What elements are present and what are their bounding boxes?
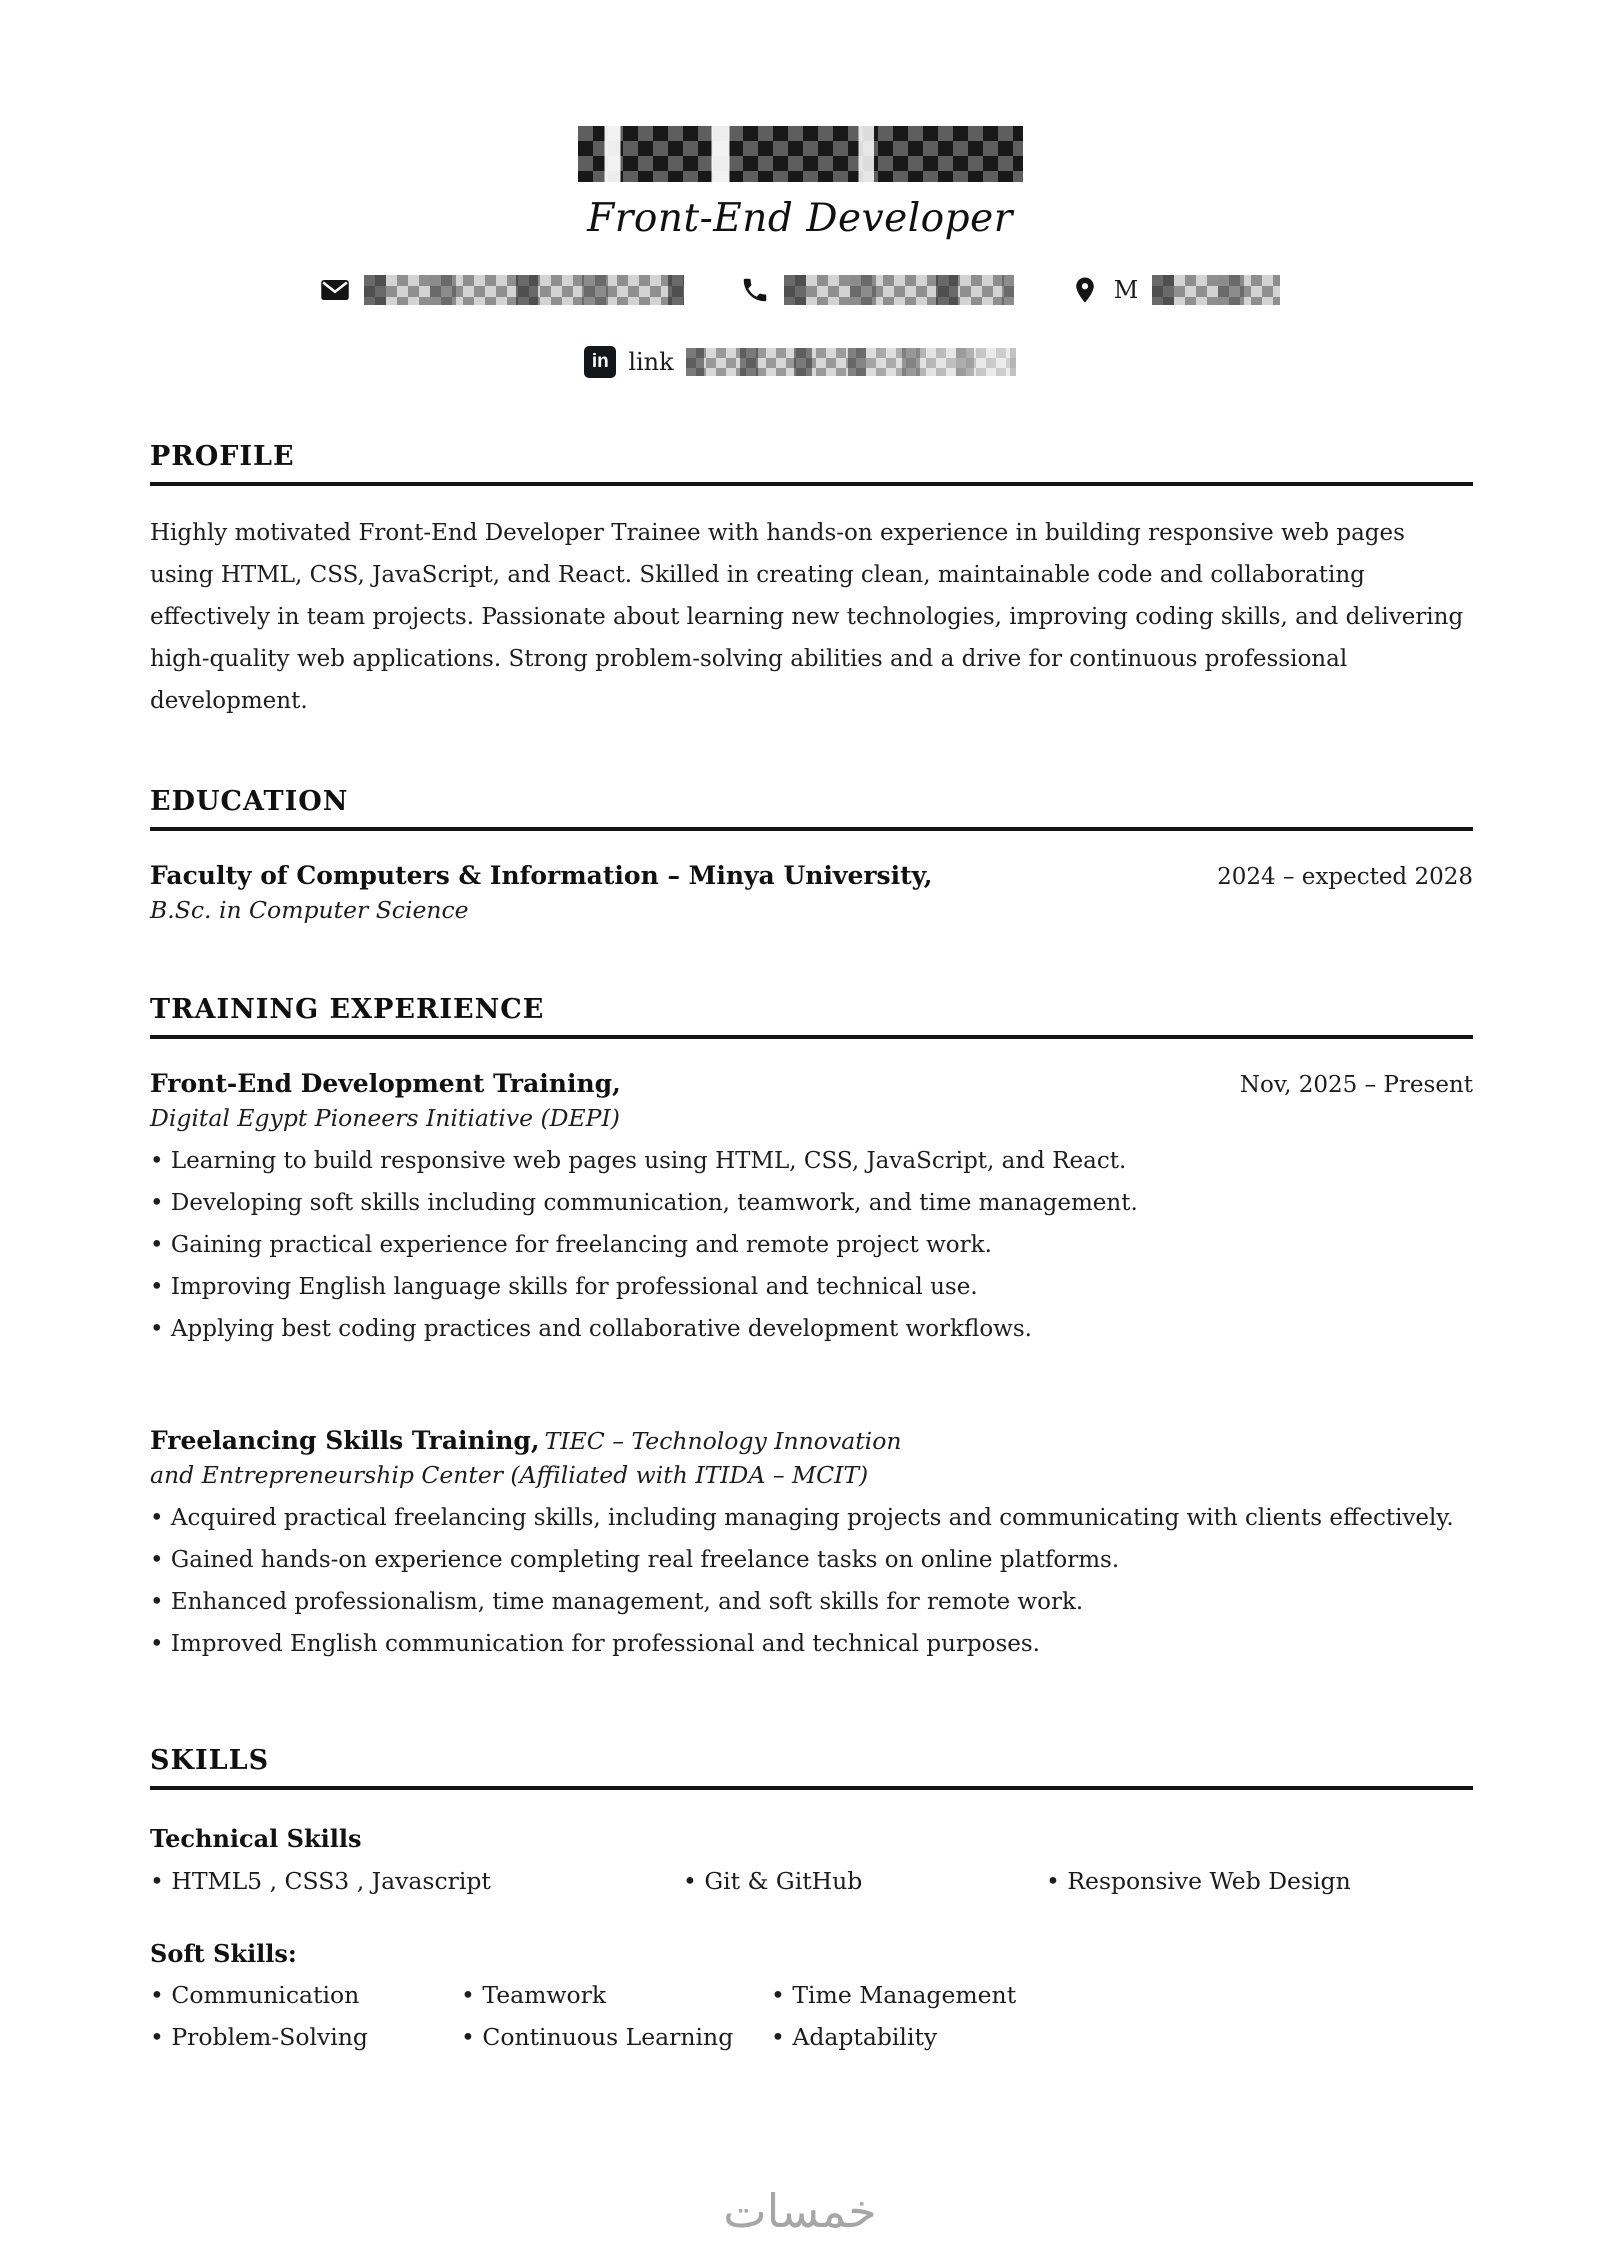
training-entry-head <box>150 1426 1473 1455</box>
bullet-item: • Improving English language skills for professional and technical use. <box>150 1266 1473 1308</box>
skill-item: • Adaptability <box>771 2016 1473 2058</box>
bullet-item: • Enhanced professionalism, time management, and soft skills for remote work. <box>150 1581 1473 1623</box>
location-text: M <box>1113 276 1139 304</box>
skill-item: • Problem-Solving <box>150 2016 461 2058</box>
training-entry-subtitle: and Entrepreneurship Center (Affiliated with ITIDA – MCIT) <box>150 1461 869 1489</box>
email-contact <box>320 275 684 305</box>
section-rule <box>150 827 1473 831</box>
location-contact <box>1070 275 1281 305</box>
education-degree: B.Sc. in Computer Science <box>150 896 469 924</box>
envelope-icon <box>320 275 350 305</box>
skill-item: • Teamwork <box>461 1974 771 2016</box>
training-entry-title: Front-End Development Training, <box>150 1069 621 1098</box>
training-entry-dates: Nov, 2025 – Present <box>1239 1072 1473 1098</box>
resume-header <box>0 0 1600 379</box>
training-bullet-list <box>150 1140 1473 1350</box>
skill-item: • Communication <box>150 1974 461 2016</box>
redacted-email <box>364 275 684 305</box>
redacted-phone <box>784 275 1014 305</box>
technical-skills-label: Technical Skills <box>150 1824 362 1853</box>
education-dates: 2024 – expected 2028 <box>1217 864 1473 890</box>
bullet-item: • Gained hands-on experience completing real freelance tasks on online platforms. <box>150 1539 1473 1581</box>
bullet-item: • Learning to build responsive web pages using HTML, CSS, JavaScript, and React. <box>150 1140 1473 1182</box>
bullet-item: • Gaining practical experience for freelancing and remote project work. <box>150 1224 1473 1266</box>
skill-item: • Responsive Web Design <box>1046 1861 1473 1901</box>
training-section <box>150 994 1473 1665</box>
section-rule <box>150 482 1473 486</box>
phone-icon <box>740 275 770 305</box>
skills-heading: SKILLS <box>150 1745 270 1776</box>
skill-item: • Continuous Learning <box>461 2016 771 2058</box>
training-entry <box>150 1426 1473 1665</box>
training-entry-head <box>150 1069 1473 1098</box>
contact-row <box>0 271 1600 309</box>
training-entry <box>150 1069 1473 1350</box>
education-entry-head <box>150 861 1473 890</box>
bullet-item: • Developing soft skills including communication, teamwork, and time management. <box>150 1182 1473 1224</box>
skill-item: • Git & GitHub <box>683 1861 1046 1901</box>
technical-skills-row <box>150 1861 1473 1901</box>
phone-contact <box>740 275 1014 305</box>
soft-skills-label: Soft Skills: <box>150 1939 297 1968</box>
education-institution: Faculty of Computers & Information – Minya University, <box>150 861 933 890</box>
profile-section <box>150 441 1473 722</box>
job-title: Front-End Developer <box>587 196 1013 241</box>
education-entry <box>150 861 1473 924</box>
linkedin-row <box>0 345 1600 379</box>
section-rule <box>150 1035 1473 1039</box>
linkedin-icon <box>584 346 616 378</box>
bullet-item: • Improved English communication for professional and technical purposes. <box>150 1623 1473 1665</box>
skill-item: • HTML5 , CSS3 , Javascript <box>150 1861 683 1901</box>
training-entry-subtitle-inline: TIEC – Technology Innovation <box>544 1427 902 1455</box>
redacted-name <box>578 126 1023 182</box>
bullet-item: • Applying best coding practices and collaborative development workflows. <box>150 1308 1473 1350</box>
training-entry-subtitle: Digital Egypt Pioneers Initiative (DEPI) <box>150 1104 620 1132</box>
education-section <box>150 786 1473 924</box>
skills-section <box>150 1745 1473 2058</box>
training-bullet-list <box>150 1497 1473 1665</box>
education-heading: EDUCATION <box>150 786 349 817</box>
watermark-text: خمسات <box>723 2184 877 2238</box>
section-rule <box>150 1786 1473 1790</box>
bullet-item: • Acquired practical freelancing skills, including managing projects and communicating with clients effectively. <box>150 1497 1473 1539</box>
training-entry-title: Freelancing Skills Training, <box>150 1426 540 1455</box>
training-heading: TRAINING EXPERIENCE <box>150 994 545 1025</box>
redacted-location <box>1152 275 1280 305</box>
linkedin-icon-text: in <box>591 351 609 372</box>
profile-heading: PROFILE <box>150 441 295 472</box>
skill-item: • Time Management <box>771 1974 1473 2016</box>
profile-text: Highly motivated Front-End Developer Trainee with hands-on experience in building responsive web pages using HTML, CSS, JavaScript, and React. Skilled in creating clean, maintainable code and collaborating effectively in team projects. Passionate about learning new technologies, improving coding skills, and delivering high-quality web applications. Strong problem-solving abilities and a drive for continuous professional development. <box>150 520 1464 714</box>
location-pin-icon <box>1070 275 1100 305</box>
soft-skills-grid <box>150 1974 1473 2058</box>
training-entry-title-line <box>150 1426 901 1455</box>
redacted-linkedin-url <box>686 348 1016 376</box>
linkedin-url-prefix: link <box>628 348 674 376</box>
resume-body <box>0 441 1600 2058</box>
